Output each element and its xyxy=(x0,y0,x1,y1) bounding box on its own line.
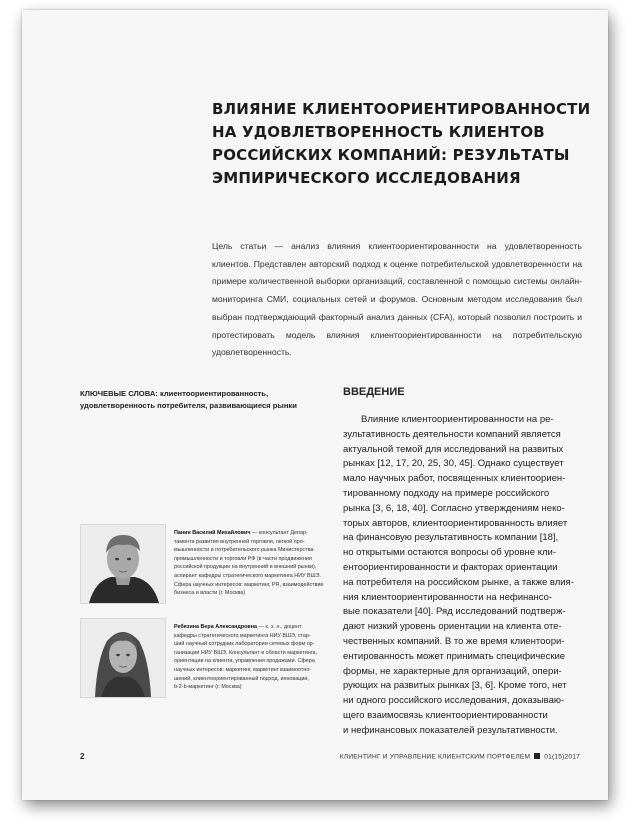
bio-line xyxy=(174,623,330,632)
body-line: рынка [3, 6, 18, 40]. Согласно утверждениям неко- xyxy=(343,502,565,514)
bio-line: ганизации НИУ ВШЭ. Консультант в области маркетинга, xyxy=(174,649,318,656)
body-line: тированному подходу на примере российского xyxy=(343,487,550,499)
body-line: актуальной темой для исследований на развитых xyxy=(343,443,564,455)
article-title xyxy=(212,98,591,190)
author-name: Панин Василий Михайлович xyxy=(174,530,251,536)
body-line: ни одного российского исследования, доказываю- xyxy=(343,695,565,707)
bio-line: ориентации на клиента, управления продажами. Сфера xyxy=(174,658,315,665)
keywords-text: клиентоориентированность, удовлетворенность потребителя, развивающиеся рынки xyxy=(80,389,297,410)
bio-line: промышленности и торговли РФ (в части продвижения xyxy=(174,555,312,562)
body-line: и нефинансовых показателей результативности. xyxy=(343,724,558,736)
keywords-block xyxy=(80,388,320,412)
body-line: рующих на развитых рынках [3, 6]. Кроме того, нет xyxy=(343,680,567,692)
body-line: вые показатели [40]. Ряд исследований подтверж- xyxy=(343,606,566,618)
section-heading-introduction: ВВЕДЕНИЕ xyxy=(343,386,405,398)
author-bio xyxy=(174,623,330,692)
body-line: торых авторов, клиентоориентированность влияет xyxy=(343,517,568,529)
body-line: рынках [12, 17, 20, 25, 30, 45]. Однако существует xyxy=(343,458,564,470)
body-line: щего взаимосвязь клиентоориентированности xyxy=(343,709,548,721)
bio-line: тамента развития внутренней торговли, легкой про- xyxy=(174,538,305,545)
title-line: ЭМПИРИЧЕСКОГО ИССЛЕДОВАНИЯ xyxy=(212,169,521,187)
body-line: чественных компаний. В то же время клиентоори- xyxy=(343,635,565,647)
bio-line xyxy=(174,529,330,538)
bio-line: кафедры стратегического маркетинга НИУ ВШЭ, стар- xyxy=(174,632,311,639)
body-line: зультативность деятельности компаний является xyxy=(343,428,561,440)
bio-line: шений, клиентоориентированный подход, инновации, xyxy=(174,675,309,682)
title-line: РОССИЙСКИХ КОМПАНИЙ: РЕЗУЛЬТАТЫ xyxy=(212,146,570,164)
body-line: формы, не характерные для организаций, опери- xyxy=(343,665,562,677)
author-bio xyxy=(174,529,330,598)
bio-text: — консультант Депар- xyxy=(250,530,308,536)
author-photo xyxy=(80,524,166,604)
body-line: ния клиентоориентированности на нефинансо- xyxy=(343,591,553,603)
square-separator-icon xyxy=(534,753,540,759)
keywords-label: КЛЮЧЕВЫЕ СЛОВА: xyxy=(80,389,158,398)
bio-line: бизнеса и власти (г. Москва) xyxy=(174,590,246,597)
bio-line: аспирант кафедры стратегического маркетинга НИУ ВШЭ. xyxy=(174,572,321,579)
author-card xyxy=(80,618,330,698)
author-card xyxy=(80,524,330,604)
author-photo xyxy=(80,618,166,698)
title-line: НА УДОВЛЕТВОРЕННОСТЬ КЛИЕНТОВ xyxy=(212,123,545,141)
author-name: Ребязина Вера Александровна xyxy=(174,624,257,630)
bio-line: ший научный сотрудник лаборатории сетевых форм ор- xyxy=(174,641,315,648)
author-portrait-male xyxy=(81,525,165,603)
body-line: на потребителя на российском рынке, а также влия- xyxy=(343,576,574,588)
body-line: Влияние клиентоориентированности на ре- xyxy=(361,414,554,425)
article-abstract: Цель статьи — анализ влияния клиентоориентированности на удовлетворенность клиентов. Представлен авторский подход к оценке потребительской удовлетворенности на примере количественной выборки организаций, составленной с помощью системы онлайн-мониторинга СМИ, социальных сетей и форумов. Основным методом исследования был выбран подтверждающий факторный анализ данных (CFA), который позволил построить и протестировать модель влияния клиентоориентированности на потребительскую удовлетворенность. xyxy=(212,241,582,358)
author-portrait-female xyxy=(81,619,165,697)
body-line: дают низкий уровень ориентации на клиента оте- xyxy=(343,621,562,633)
bio-text: — к. э. н., доцент xyxy=(256,624,302,630)
bio-line: российской продукции на внутренний и внешний рынки), xyxy=(174,564,317,571)
bio-line: научных интересов: маркетинг, маркетинг взаимоотно- xyxy=(174,666,312,673)
journal-name: КЛИЕНТИНГ И УПРАВЛЕНИЕ КЛИЕНТСКИМ ПОРТФЕЛЕМ xyxy=(339,753,531,761)
bio-line: Сфера научных интересов: маркетинг, PR, взаимодействие xyxy=(174,581,324,588)
body-line: но открытыми остаются вопросы об уровне кли- xyxy=(343,547,556,559)
journal-page xyxy=(22,10,608,800)
title-line: ВЛИЯНИЕ КЛИЕНТООРИЕНТИРОВАННОСТИ xyxy=(212,100,591,118)
journal-footer xyxy=(340,753,580,761)
body-line: на финансовую результативность компании [18], xyxy=(343,532,559,544)
journal-issue: 01(15)2017 xyxy=(544,753,580,761)
page-number: 2 xyxy=(80,752,85,761)
bio-line: мышленности и потребительского рынка Министерства xyxy=(174,547,314,554)
bio-line: b-2-b-маркетинг (г. Москва) xyxy=(174,684,242,691)
body-line: мало научных работ, посвященных клиентоориен- xyxy=(343,473,566,485)
body-line: ентоориентированности и факторах ориентации xyxy=(343,561,558,573)
introduction-body xyxy=(343,413,583,739)
body-line: ентированность может принимать специфические xyxy=(343,650,566,662)
